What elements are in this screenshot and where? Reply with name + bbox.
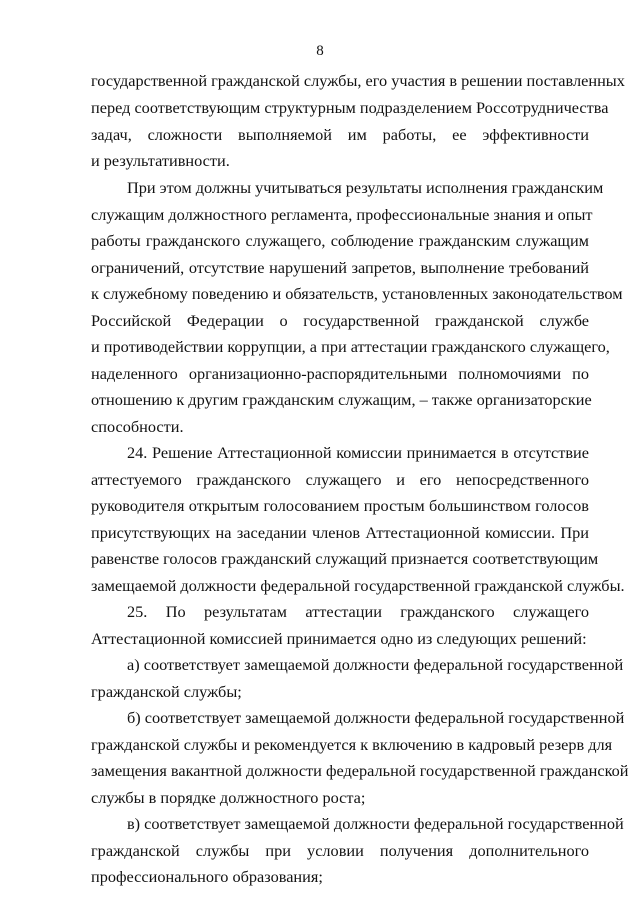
paragraph-first-line: При этом должны учитываться результаты исполнения гражданским [127,178,604,197]
text-line: профессионального образования; [91,867,323,886]
text-line: и результативности. [91,151,230,170]
text-line: и противодействии коррупции, а при аттестации гражданского служащего, [91,337,610,356]
text-line: служащим должностного регламента, профессиональные знания и опыт [91,205,593,224]
text-line: ограничений, отсутствие нарушений запретов, выполнение требований [91,258,589,277]
text-line: государственной гражданской службы, его участия в решении поставленных [91,71,625,90]
text-line: задач, сложности выполняемой им работы, ее эффективности [91,125,589,144]
text-line: руководителя открытым голосованием простым большинством голосов [91,496,589,515]
list-item-b-line: б) соответствует замещаемой должности федеральной государственной [127,708,625,727]
text-line: работы гражданского служащего, соблюдение гражданским служащим [91,231,589,250]
text-line: равенстве голосов гражданский служащий признается соответствующим [91,549,599,568]
paragraph-first-line: 25. По результатам аттестации гражданского служащего [127,602,589,621]
text-line: к служебному поведению и обязательств, установленных законодательством [91,284,623,303]
page-number: 8 [316,43,324,59]
text-line: аттестуемого гражданского служащего и его непосредственного [91,470,589,489]
text-line: Российской Федерации о государственной гражданской службе [91,311,589,330]
text-line: способности. [91,417,184,436]
text-line: замещаемой должности федеральной государственной гражданской службы. [91,576,625,595]
text-line: гражданской службы и рекомендуется к включению в кадровый резерв для [91,735,613,754]
text-line: гражданской службы при условии получения дополнительного [91,841,589,860]
text-line: службы в порядке должностного роста; [91,788,366,807]
text-line: наделенного организационно-распорядительными полномочиями по [91,364,589,383]
text-line: перед соответствующим структурным подразделением Россотрудничества [91,98,609,117]
text-line: присутствующих на заседании членов Аттестационной комиссии. При [91,523,589,542]
text-line: Аттестационной комиссией принимается одно из следующих решений: [91,629,587,648]
list-item-a-line: а) соответствует замещаемой должности федеральной государственной [127,655,624,674]
list-item-c-line: в) соответствует замещаемой должности федеральной государственной [127,814,624,833]
text-line: отношению к другим гражданским служащим, – также организаторские [91,390,592,409]
text-line: замещения вакантной должности федеральной государственной гражданской [91,761,629,780]
text-line: гражданской службы; [91,682,242,701]
paragraph-first-line: 24. Решение Аттестационной комиссии принимается в отсутствие [127,443,589,462]
